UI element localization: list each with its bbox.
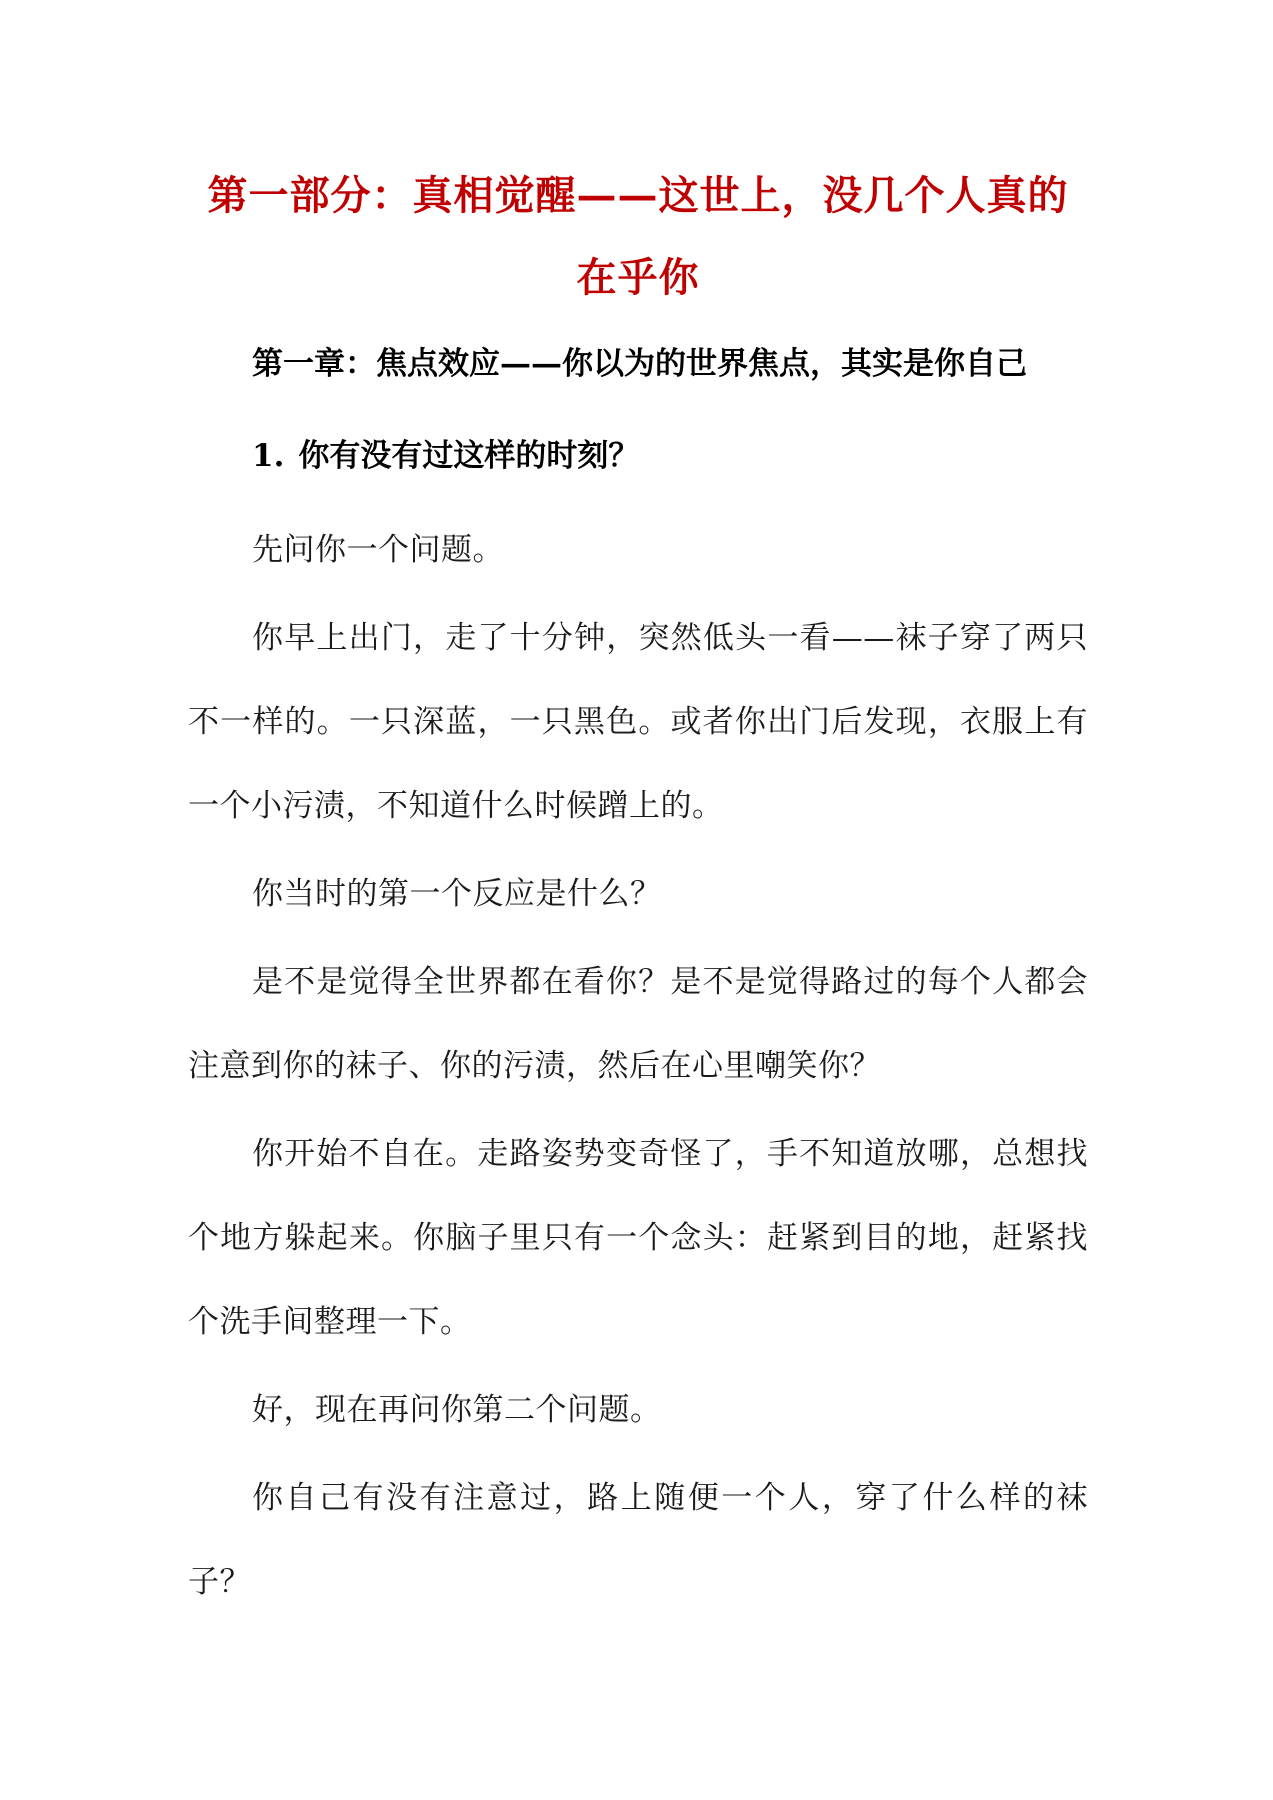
chapter-title: 第一章：焦点效应——你以为的世界焦点，其实是你自己 bbox=[252, 346, 1027, 382]
paragraph: 先问你一个问题。 bbox=[252, 532, 504, 568]
paragraph: 你自己有没有注意过，路上随便一个人，穿了什么样的袜子？ bbox=[188, 1480, 1088, 1600]
paragraph: 好，现在再问你第二个问题。 bbox=[252, 1392, 662, 1428]
body-text bbox=[188, 508, 1088, 1628]
paragraph: 你开始不自在。走路姿势变奇怪了，手不知道放哪，总想找个地方躲起来。你脑子里只有一个念头：赶紧到目的地，赶紧找个洗手间整理一下。 bbox=[188, 1136, 1088, 1340]
section-title: 你有没有过这样的时刻？ bbox=[298, 438, 640, 474]
paragraph: 你当时的第一个反应是什么？ bbox=[252, 876, 662, 912]
section-heading bbox=[252, 432, 639, 480]
section-number: 1. bbox=[252, 438, 285, 474]
part-title: 第一部分：真相觉醒——这世上，没几个人真的在乎你 bbox=[207, 172, 1069, 301]
paragraph: 是不是觉得全世界都在看你？是不是觉得路过的每个人都会注意到你的袜子、你的污渍，然后在心里嘲笑你？ bbox=[188, 964, 1088, 1084]
paragraph: 你早上出门，走了十分钟，突然低头一看——袜子穿了两只不一样的。一只深蓝，一只黑色。或者你出门后发现，衣服上有一个小污渍，不知道什么时候蹭上的。 bbox=[188, 620, 1088, 824]
